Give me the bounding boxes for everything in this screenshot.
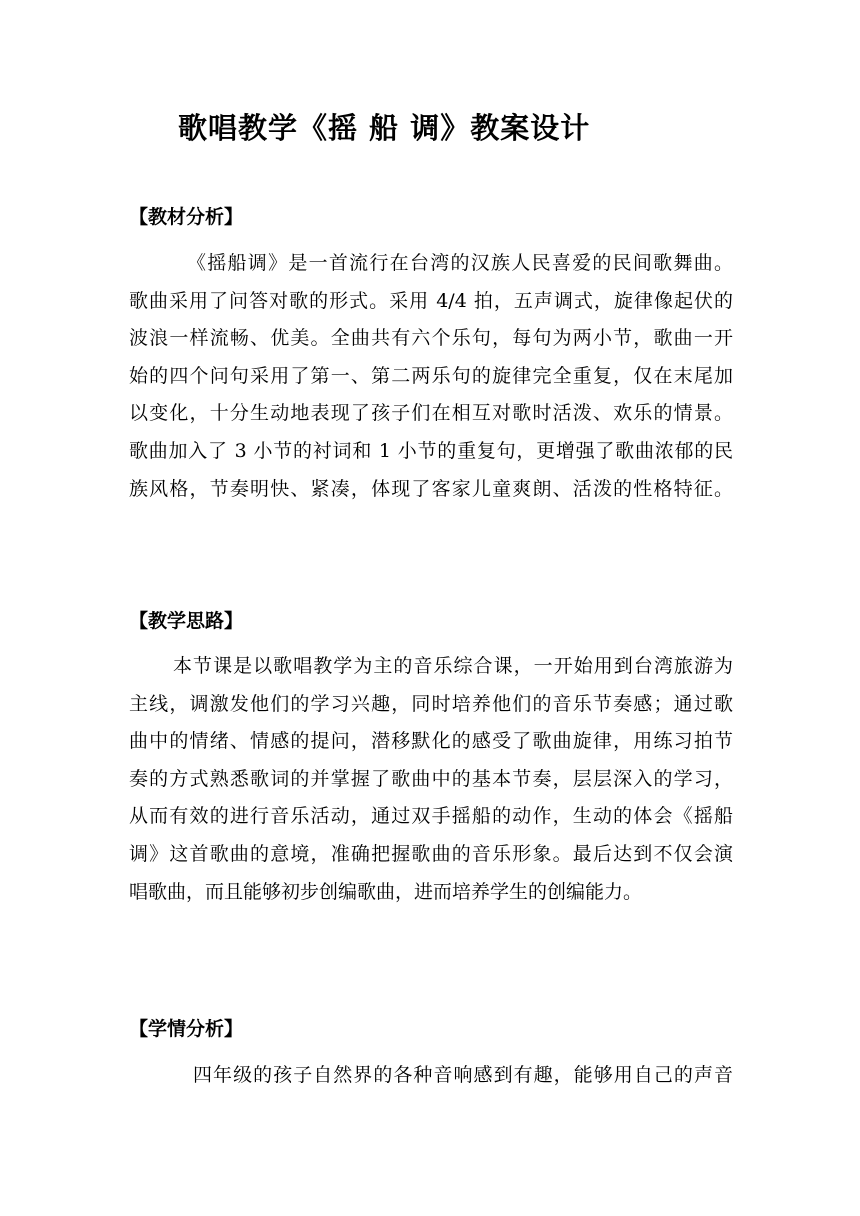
- paragraph-line: 始的四个问句采用了第一、第二两乐句的旋律完全重复，仅在末尾加: [129, 364, 733, 387]
- paragraph-line: 波浪一样流畅、优美。全曲共有六个乐句，每句为两小节，歌曲一开: [129, 327, 733, 350]
- paragraph-line: 以变化，十分生动地表现了孩子们在相互对歌时活泼、欢乐的情景。: [129, 402, 733, 425]
- section-heading-textbook-analysis: 【教材分析】: [129, 206, 244, 228]
- section-heading-teaching-approach: 【教学思路】: [129, 610, 244, 632]
- section-body-textbook-analysis: [129, 245, 733, 508]
- paragraph-line: 本节课是以歌唱教学为主的音乐综合课，一开始用到台湾旅游为: [173, 655, 733, 677]
- document-title: 歌唱教学《摇 船 调》教案设计: [178, 111, 591, 145]
- paragraph-line: 四年级的孩子自然界的各种音响感到有趣，能够用自己的声音: [193, 1064, 733, 1086]
- paragraph-line: 曲中的情绪、情感的提问，潜移默化的感受了歌曲旋律，用练习拍节: [129, 730, 733, 753]
- paragraph-line: 族风格，节奏明快、紧凑，体现了客家儿童爽朗、活泼的性格特征。: [129, 477, 733, 500]
- paragraph-line: 从而有效的进行音乐活动，通过双手摇船的动作，生动的体会《摇船: [129, 805, 733, 828]
- paragraph-line: 唱歌曲，而且能够初步创编歌曲，进而培养学生的创编能力。: [129, 880, 643, 903]
- section-body-learner-analysis: [129, 1057, 733, 1095]
- paragraph-line: 奏的方式熟悉歌词的并掌握了歌曲中的基本节奏，层层深入的学习，: [129, 767, 733, 790]
- section-body-teaching-approach: [129, 648, 733, 911]
- paragraph-line: 歌曲加入了 3 小节的衬词和 1 小节的重复句，更增强了歌曲浓郁的民: [129, 439, 733, 462]
- paragraph-line: 歌曲采用了问答对歌的形式。采用 4/4 拍，五声调式，旋律像起伏的: [129, 289, 733, 312]
- paragraph-line: 主线，调激发他们的学习兴趣，同时培养他们的音乐节奏感；通过歌: [129, 692, 733, 715]
- paragraph-line: 调》这首歌曲的意境，准确把握歌曲的音乐形象。最后达到不仅会演: [129, 842, 733, 865]
- paragraph-line: 《摇船调》是一首流行在台湾的汉族人民喜爱的民间歌舞曲。: [187, 252, 733, 274]
- section-heading-learner-analysis: 【学情分析】: [129, 1018, 244, 1040]
